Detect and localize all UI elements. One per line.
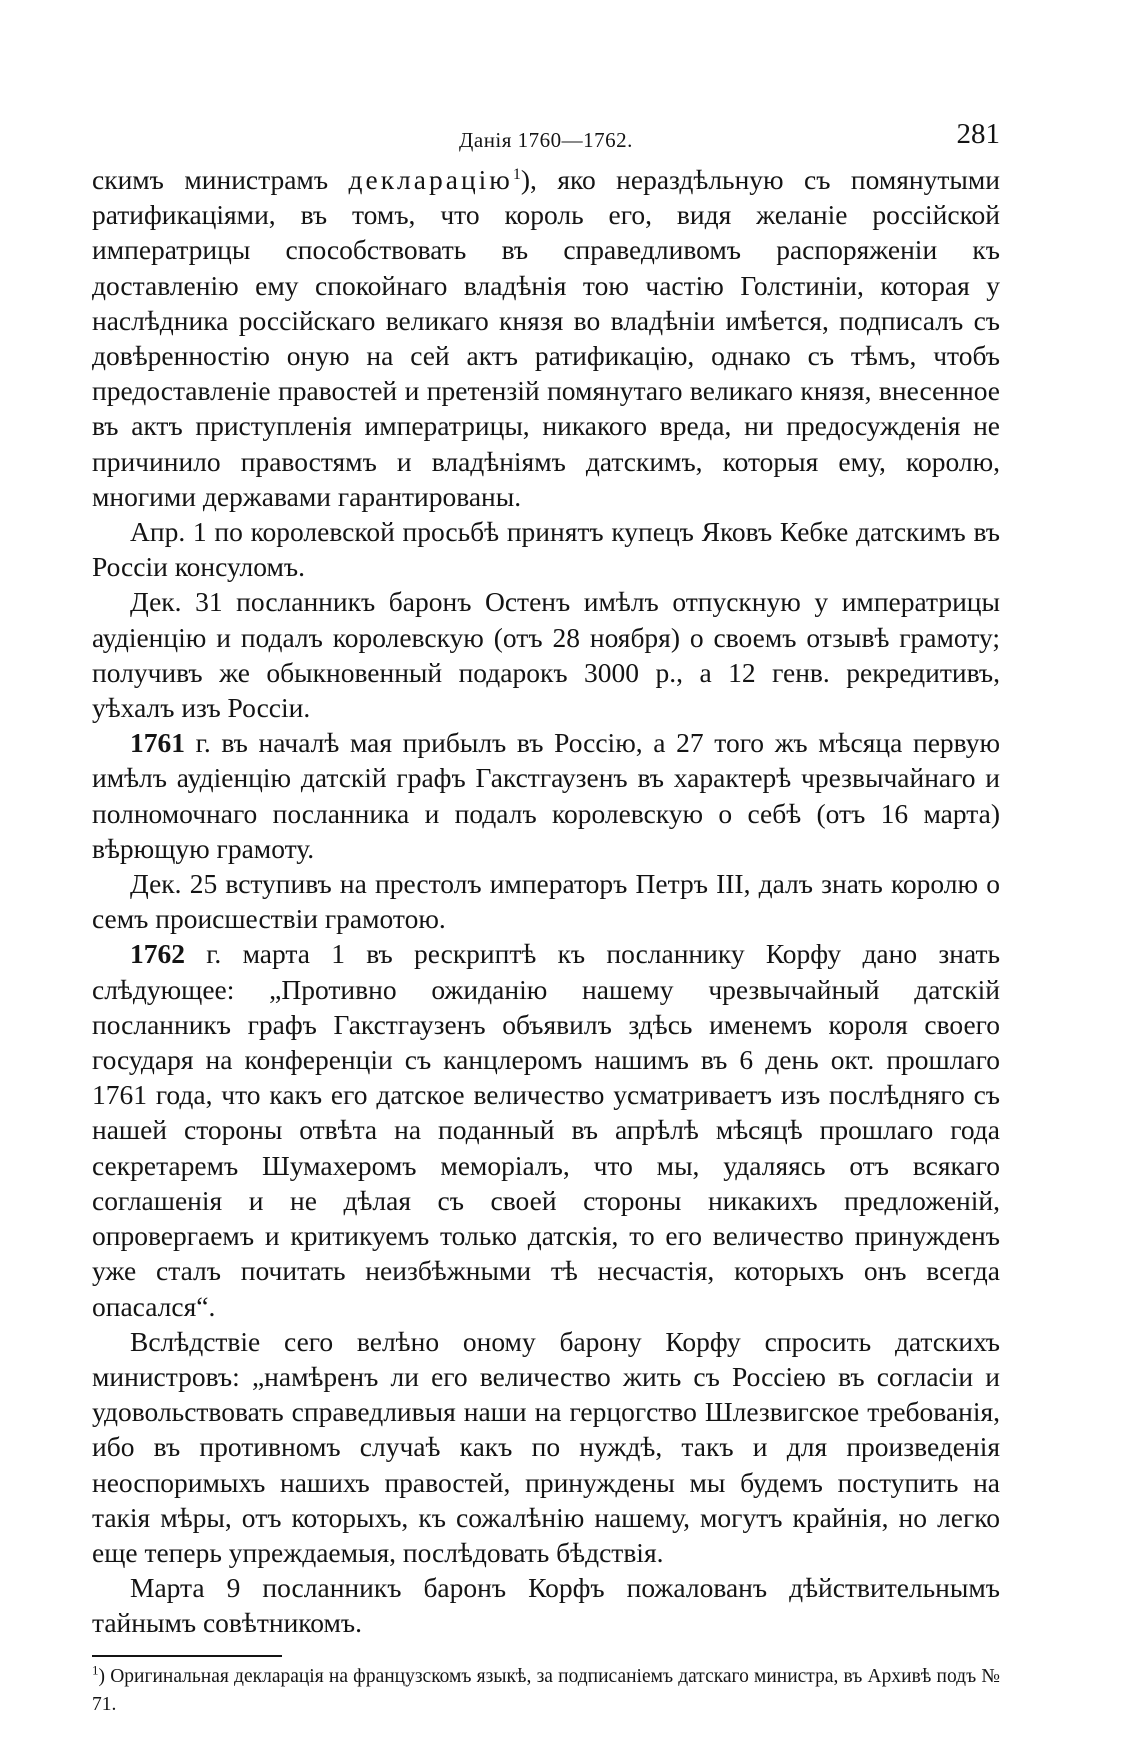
paragraph-5: Дек. 25 вступивъ на престолъ императоръ Петръ III, далъ знать королю о семъ происшествіи грамотою. xyxy=(92,868,1000,935)
text-body xyxy=(92,162,1000,1641)
paragraph-1 xyxy=(92,162,1000,514)
declaration-word: декларацію xyxy=(348,164,513,195)
footnote-mark: 1 xyxy=(92,1662,99,1678)
footnote-text: ) Оригинальная декларація на французскомъ языкѣ, за подписаніемъ датскаго министра, въ Архивѣ подъ № 71. xyxy=(92,1665,1000,1715)
paragraph-1-start: скимъ министрамъ xyxy=(92,164,349,195)
paragraph-1-rest: ), яко нераздѣльную съ помянутыми ратификаціями, въ томъ, что король его, видя желаніе россійской императрицы способствовать въ справедливомъ распоряженіи къ доставленію ему спокойнаго владѣнія тою частію Голстиніи, которая у наслѣдника россійскаго великаго князя во владѣніи имѣется, подписалъ съ довѣренностію оную на сей актъ ратификацію, однако съ тѣмъ, чтобъ предоставленіе правостей и претензій помянутаго великаго князя, внесенное въ актъ приступленія императрицы, никакого вреда, ни предосужденія не причинило правостямъ и владѣніямъ датскимъ, которыя ему, королю, многими державами гарантированы. xyxy=(92,164,1000,512)
paragraph-6 xyxy=(92,936,1000,1323)
footnote-reference: 1 xyxy=(512,165,521,183)
footnote xyxy=(92,1663,1000,1719)
paragraph-3: Дек. 31 посланникъ баронъ Остенъ имѣлъ отпускную у императрицы аудіенцію и подалъ королевскую (отъ 28 ноября) о своемъ отзывѣ грамоту; получивъ же обыкновенный подарокъ 3000 р., а 12 генв. рекредитивъ, уѣхалъ изъ Россіи. xyxy=(92,586,1000,724)
year-1762: 1762 xyxy=(130,938,185,970)
paragraph-4 xyxy=(92,725,1000,866)
year-1761: 1761 xyxy=(130,727,185,759)
footnote-divider xyxy=(92,1655,282,1657)
paragraph-6-text: г. марта 1 въ рескриптѣ къ посланнику Корфу дано знать слѣдующее: „Противно ожиданію нашему чрезвычайный датскій посланникъ графъ Гакстгаузенъ объявилъ здѣсь именемъ короля своего государя на конференціи съ канцлеромъ нашимъ въ 6 день окт. прошлаго 1761 года, что какъ его датское величество усматриваетъ изъ послѣдняго съ нашей стороны отвѣта на поданный въ апрѣлѣ мѣсяцѣ прошлаго года секретаремъ Шумахеромъ меморіалъ, что мы, удаляясь отъ всякаго соглашенія и не дѣлая съ своей стороны никакихъ предложеній, опровергаемъ и критикуемъ только датскія, то его величество принужденъ уже сталъ почитать неизбѣжными тѣ несчастія, которыхъ онъ всегда опасался“. xyxy=(92,938,1000,1322)
page-number: 281 xyxy=(956,118,1000,150)
running-title: Данія 1760—1762. xyxy=(459,128,633,152)
paragraph-7: Вслѣдствіе сего велѣно оному барону Корфу спросить датскихъ министровъ: „намѣренъ ли его величество жить съ Россіею въ согласіи и удовольствовать справедливыя наши на герцогство Шлезвигское требованія, ибо въ противномъ случаѣ какъ по нуждѣ, такъ и для произведенія неоспоримыхъ нашихъ правостей, принуждены мы будемъ поступить на такія мѣры, отъ которыхъ, къ сожалѣнію нашему, могутъ крайнія, но легко еще теперь упреждаемыя, послѣдовать бѣдствія. xyxy=(92,1325,1000,1568)
paragraph-4-text: г. въ началѣ мая прибылъ въ Россію, а 27 того жъ мѣсяца первую имѣлъ аудіенцію датскій графъ Гакстгаузенъ въ характерѣ чрезвычайнаго и полномочнаго посланника и подалъ королевскую о себѣ (отъ 16 марта) вѣрющую грамоту. xyxy=(92,727,1000,864)
page-header xyxy=(92,118,1000,162)
book-page xyxy=(92,118,1000,1719)
paragraph-8: Марта 9 посланникъ баронъ Корфъ пожалованъ дѣйствительнымъ тайнымъ совѣтникомъ. xyxy=(92,1572,1000,1639)
paragraph-2: Апр. 1 по королевской просьбѣ принятъ купецъ Яковъ Кебке датскимъ въ Россіи консуломъ. xyxy=(92,516,1000,583)
